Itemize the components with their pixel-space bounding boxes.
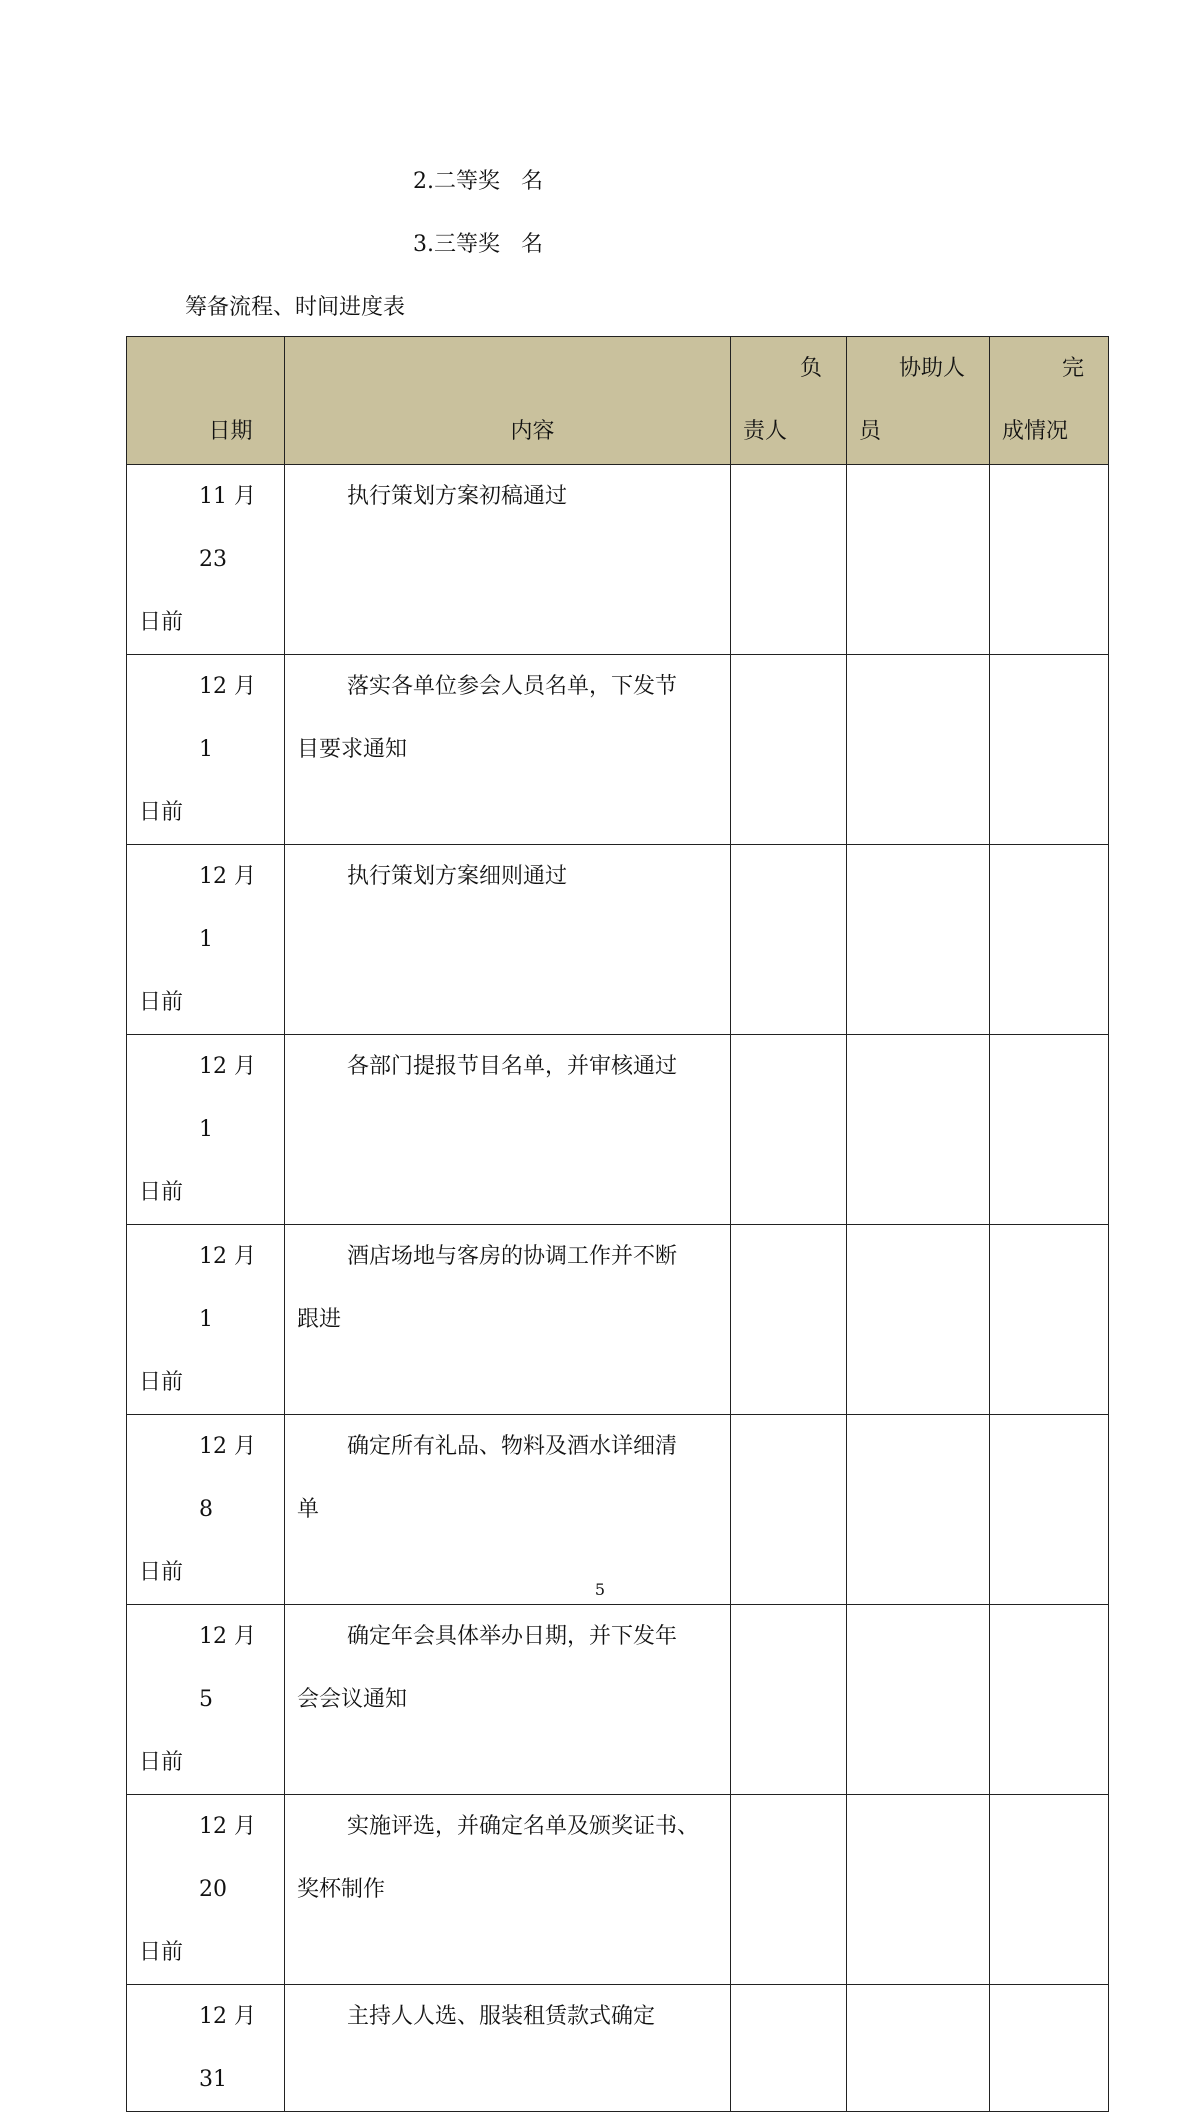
- table-row: [127, 465, 1109, 655]
- content-cell: [285, 1795, 731, 1985]
- content-line1: 确定所有礼品、物料及酒水详细清: [347, 1434, 678, 1459]
- date-cell: [127, 1415, 285, 1605]
- assist-cell: [847, 845, 990, 1035]
- header-assist-bottom: 员: [859, 419, 882, 444]
- content-line2: 奖杯制作: [297, 1877, 386, 1902]
- owner-cell: [731, 1035, 847, 1225]
- assist-cell: [847, 1985, 990, 2112]
- assist-cell: [847, 655, 990, 845]
- content-line1: 主持人人选、服装租赁款式确定: [347, 2004, 656, 2029]
- date-line1: 12 月 31: [199, 2004, 256, 2092]
- header-owner-bottom: 责人: [743, 419, 788, 444]
- date-line1: 12 月 1: [199, 1054, 256, 1142]
- status-cell: [990, 1985, 1109, 2112]
- owner-cell: [731, 1415, 847, 1605]
- date-line1: 11 月 23: [199, 484, 256, 572]
- date-line1: 12 月 20: [199, 1814, 256, 1902]
- status-cell: [990, 845, 1109, 1035]
- header-assist: [847, 337, 990, 465]
- date-line1: 12 月 1: [199, 1244, 256, 1332]
- assist-cell: [847, 1225, 990, 1415]
- content-cell: [285, 1415, 731, 1605]
- status-cell: [990, 465, 1109, 655]
- date-line1: 12 月 5: [199, 1624, 256, 1712]
- table-row: [127, 1035, 1109, 1225]
- date-line2: 日前: [139, 1370, 184, 1395]
- content-cell: [285, 1225, 731, 1415]
- date-cell: [127, 1795, 285, 1985]
- owner-cell: [731, 845, 847, 1035]
- table-row: [127, 1795, 1109, 1985]
- date-line1: 12 月 1: [199, 674, 256, 762]
- date-line2: 日前: [139, 1560, 184, 1585]
- content-line1: 各部门提报节目名单，并审核通过: [347, 1054, 678, 1079]
- date-line2: 日前: [139, 1750, 184, 1775]
- date-line2: 日前: [139, 1940, 184, 1965]
- date-cell: [127, 1985, 285, 2112]
- header-content-label: 内容: [510, 419, 555, 444]
- table-header-row: [127, 337, 1109, 465]
- owner-cell: [731, 655, 847, 845]
- owner-cell: [731, 1795, 847, 1985]
- table-row: [127, 845, 1109, 1035]
- assist-cell: [847, 1415, 990, 1605]
- date-line2: 日前: [139, 610, 184, 635]
- content-cell: [285, 655, 731, 845]
- content-line1: 执行策划方案细则通过: [347, 864, 568, 889]
- content-cell: [285, 1985, 731, 2112]
- status-cell: [990, 1415, 1109, 1605]
- header-content: [285, 337, 731, 465]
- content-cell: [285, 845, 731, 1035]
- page-number: 5: [594, 1580, 606, 1599]
- content-line1: 实施评选，并确定名单及颁奖证书、: [347, 1814, 700, 1839]
- table-row: [127, 1985, 1109, 2112]
- table-row: [127, 1415, 1109, 1605]
- header-status: [990, 337, 1109, 465]
- content-line1: 酒店场地与客房的协调工作并不断: [347, 1244, 678, 1269]
- date-cell: [127, 1035, 285, 1225]
- table-row: [127, 1225, 1109, 1415]
- assist-cell: [847, 1795, 990, 1985]
- content-line1: 落实各单位参会人员名单，下发节: [347, 674, 678, 699]
- prize-line-third: 3.三等奖 名: [413, 232, 543, 257]
- header-owner: [731, 337, 847, 465]
- owner-cell: [731, 465, 847, 655]
- prize-line-second: 2.二等奖 名: [413, 169, 543, 194]
- date-line2: 日前: [139, 800, 184, 825]
- date-line2: 日前: [139, 1180, 184, 1205]
- status-cell: [990, 1795, 1109, 1985]
- header-owner-top: 负: [799, 356, 822, 381]
- header-date-label: 日期: [208, 419, 253, 444]
- content-line1: 执行策划方案初稿通过: [347, 484, 568, 509]
- date-line1: 12 月 8: [199, 1434, 256, 1522]
- content-line2: 单: [297, 1497, 320, 1522]
- header-status-bottom: 成情况: [1002, 419, 1069, 444]
- status-cell: [990, 655, 1109, 845]
- content-line1: 确定年会具体举办日期，并下发年: [347, 1624, 678, 1649]
- date-cell: [127, 845, 285, 1035]
- header-status-top: 完: [1061, 356, 1084, 381]
- date-cell: [127, 465, 285, 655]
- content-line2: 目要求通知: [297, 737, 408, 762]
- header-date: [127, 337, 285, 465]
- header-assist-top: 协助人: [898, 356, 965, 381]
- date-line1: 12 月 1: [199, 864, 256, 952]
- status-cell: [990, 1225, 1109, 1415]
- table-title: 筹备流程、时间进度表: [185, 295, 406, 320]
- content-line2: 会会议通知: [297, 1687, 408, 1712]
- owner-cell: [731, 1985, 847, 2112]
- owner-cell: [731, 1225, 847, 1415]
- date-cell: [127, 1225, 285, 1415]
- schedule-table: [126, 336, 1109, 2112]
- content-line2: 跟进: [297, 1307, 342, 1332]
- date-line2: 日前: [139, 990, 184, 1015]
- content-cell: [285, 1035, 731, 1225]
- table-row: [127, 655, 1109, 845]
- assist-cell: [847, 465, 990, 655]
- date-cell: [127, 655, 285, 845]
- assist-cell: [847, 1035, 990, 1225]
- content-cell: [285, 465, 731, 655]
- status-cell: [990, 1035, 1109, 1225]
